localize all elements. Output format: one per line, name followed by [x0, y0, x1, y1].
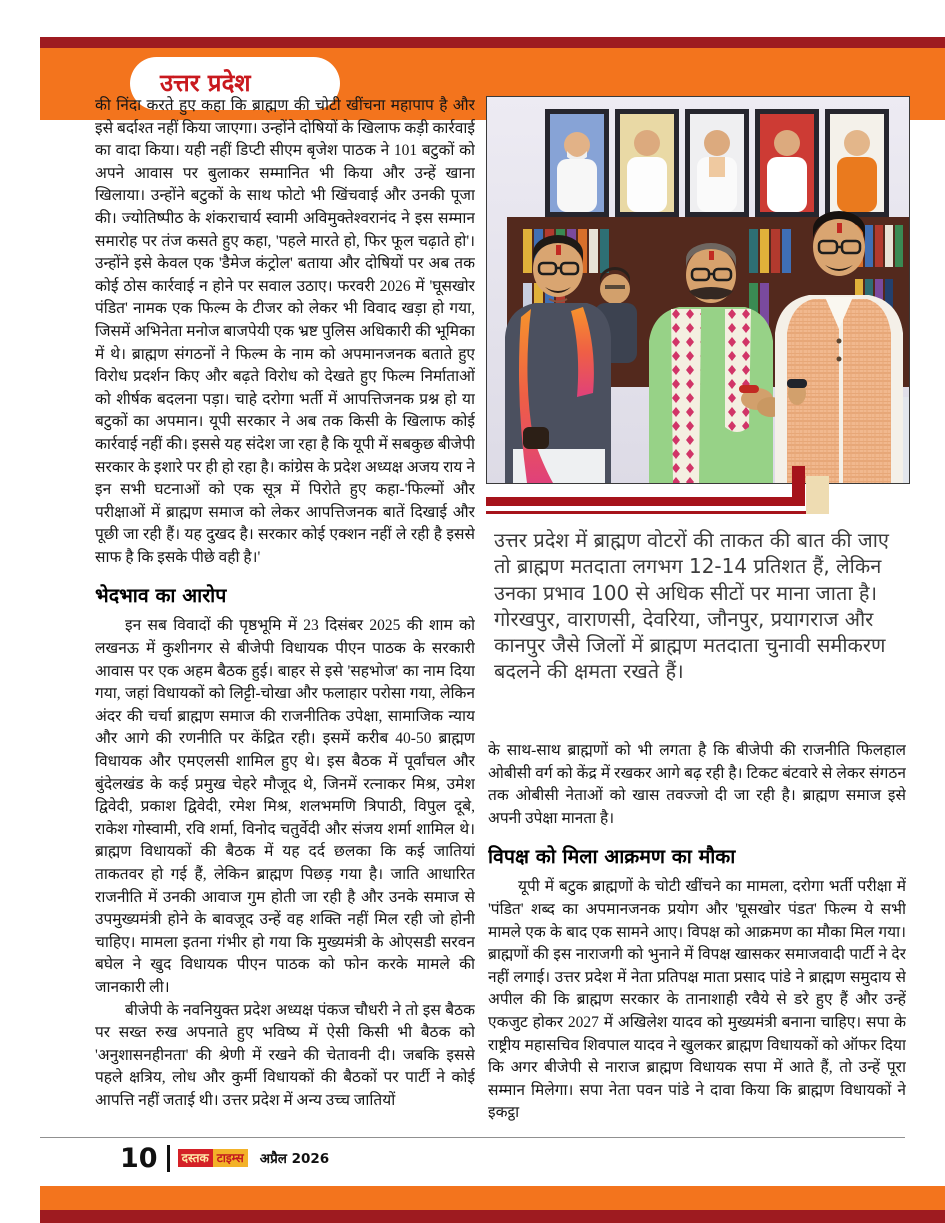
bottom-orange-band: [40, 1186, 945, 1210]
right-paragraph-2: यूपी में बटुक ब्राह्मणों के चोटी खींचने का मामला, दरोगा भर्ती परीक्षा में 'पंडित' शब्द का अपमानजनक प्रयोग और 'घूसखोर पंडत' फिल्म ये सभी मामले एक के बाद एक सामने आए। विपक्ष को आक्रमण का मौका मिल गया। ब्राह्मणों की इस नाराजगी को भुनाने में विपक्ष खासकर समाजवादी पार्टी ने देर नहीं लगाई। उत्तर प्रदेश में नेता प्रतिपक्ष माता प्रसाद पांडे ने ब्राह्मण समुदाय से अपील की कि ब्राह्मण सरकार के तानाशाही रवैये से डरे हुए हैं और उन्हें एकजुट होकर 2027 में अखिलेश यादव को मुख्यमंत्री बनाना चाहिए। सपा के राष्ट्रीय महासचिव शिवपाल यादव ने खुलकर ब्राह्मण विधायकों को ऑफर दिया कि अगर बीजेपी से नाराज ब्राह्मण विधायक सपा में आते हैं, तो उन्हें पूरा सम्मान मिलेगा। सपा नेता पवन पांडे ने दावा किया कि ब्राह्मण विधायकों ने इकट्ठा: [488, 878, 906, 1122]
photo-separator-step: [792, 466, 805, 506]
top-maroon-stripe: [40, 37, 945, 48]
subheading-vipaksh: विपक्ष को मिला आक्रमण का मौका: [488, 845, 736, 869]
left-paragraph-2: इन सब विवादों की पृष्ठभूमि में 23 दिसंबर 2025 की शाम को लखनऊ में कुशीनगर से बीजेपी विधायक पीएन पाठक के सरकारी आवास पर एक अहम बैठक हुई। बाहर से इसे 'सहभोज' का नाम दिया गया, जहां विधायकों को लिट्टी-चोखा और फलाहार परोसा गया, लेकिन अंदर की चर्चा ब्राह्मण समाज की राजनीतिक उपेक्षा, सामाजिक न्याय और आगे की रणनीति पर केंद्रित रही। इसमें करीब 40-50 ब्राह्मण विधायक और एमएलसी शामिल हुए थे। इस बैठक में पूर्वांचल और बुंदेलखंड के कई प्रमुख चेहरे मौजूद थे, जिनमें रत्नाकर मिश्र, उमेश द्विवेदी, प्रकाश द्विवेदी, रमेश मिश्र, शलभमणि त्रिपाठी, विपुल दूबे, राकेश गोस्वामी, रवि शर्मा, विनोद चतुर्वेदी और संजय शर्मा शामिल थे। ब्राह्मण विधायकों की बैठक में यह दर्द छलका कि कई जातियां ताकतवर हो गई हैं, लेकिन ब्राह्मण पिछड़ गया है। जाति आधारित राजनीति में उनकी आवाज गुम होती जा रही है और उनके समाज से उपमुख्यमंत्री होने के बावजूद उन्हें वह शक्ति नहीं मिल रही जो होनी चाहिए। मामला इतना गंभीर हो गया कि मुख्यमंत्री के ओएसडी सरवन बघेल ने खुद विधायक पीएन पाठक को फोन करके मामले की जानकारी ली।: [95, 617, 475, 996]
magazine-logo: [178, 1149, 248, 1167]
left-paragraph-1: की निंदा करते हुए कहा कि ब्राह्मण की चोटी खींचना महापाप है और इसे बर्दाश्त नहीं किया जाएगा। उन्होंने दोषियों के खिलाफ कड़ी कार्रवाई का वादा किया। यही नहीं डिप्टी सीएम बृजेश पाठक ने 101 बटुकों को अपने आवास पर बुलाकर सम्मानित भी किया और उन्हें खाना खिलाया। उन्होंने बटुकों के साथ फोटो भी खिंचवाई और उनकी पूजा की। ज्योतिष्पीठ के शंकराचार्य स्वामी अविमुक्तेश्वरानंद ने इस सम्मान समारोह पर तंज कसते हुए कहा, 'पहले मारते हो, फिर फूल चढ़ाते हो'। उन्होंने इसे केवल एक 'डैमेज कंट्रोल' बताया और दोषियों पर अब तक कोई ठोस कार्रवाई न होने पर सवाल उठाए। फरवरी 2026 में 'घूसखोर पंडित' नामक एक फिल्म के टीजर को लेकर भी विवाद खड़ा हो गया, जिसमें अभिनेता मनोज बाजपेयी एक भ्रष्ट पुलिस अधिकारी की भूमिका में थे। ब्राह्मण संगठनों ने फिल्म के नाम को अपमानजनक बताते हुए विरोध प्रदर्शन किए और बढ़ते विरोध को देखते हुए फिल्म निर्माताओं को शीर्षक बदलना पड़ा। चाहे दरोगा भर्ती में आपत्तिजनक प्रश्न हो या बटुकों का अपमान। यूपी सरकार ने अब तक किसी के खिलाफ कोई कार्रवाई नहीं की। इससे यह संदेश जा रहा है कि यूपी में सबकुछ बीजेपी सरकार के इशारे पर ही हो रहा है। कांग्रेस के प्रदेश अध्यक्ष अजय राय ने इन सभी घटनाओं को एक सूत्र में पिरोते हुए कहा-'फिल्मों और परीक्षाओं में ब्राह्मण समाज को लेकर आपत्तिजनक बातें दिखाई और पूछी जा रही हैं। यह दुखद है। सरकार कोई एक्शन नहीं ले रही है इससे साफ है कि इसके पीछे वही है।': [95, 97, 475, 566]
right-paragraph-1: के साथ-साथ ब्राह्मणों को भी लगता है कि बीजेपी की राजनीति फिलहाल ओबीसी वर्ग को केंद्र में रखकर आगे बढ़ रही है। टिकट बंटवारे से लेकर संगठन तक ओबीसी नेताओं को खास तवज्जो दी जा रही है। ब्राह्मण समाज इसे अपनी उपेक्षा मानता है।: [488, 742, 906, 827]
wall-portraits: [545, 109, 889, 217]
article-photo: [486, 96, 910, 484]
magazine-logo-part2: टाइम्स: [213, 1149, 248, 1167]
pull-quote: उत्तर प्रदेश में ब्राह्मण वोटरों की ताकत की बात की जाए तो ब्राह्मण मतदाता लगभग 12-14 प्रतिशत हैं, लेकिन उनका प्रभाव 100 से अधिक सीटों पर माना जाता है। गोरखपुर, वाराणसी, देवरिया, जौनपुर, प्रयागराज और कानपुर जैसे जिलों में ब्राह्मण मतदाता चुनावी समीकरण बदलने की क्षमता रखते हैं।: [494, 528, 889, 684]
issue-date: अप्रैल 2026: [259, 1151, 330, 1167]
section-label: उत्तर प्रदेश: [160, 69, 251, 97]
page-number: 10: [120, 1142, 158, 1174]
page-footer: [120, 1143, 329, 1173]
magazine-logo-part1: दस्तक: [178, 1149, 213, 1167]
subheading-bhedbhav: भेदभाव का आरोप: [95, 584, 227, 608]
left-paragraph-3: बीजेपी के नवनियुक्त प्रदेश अध्यक्ष पंकज चौधरी ने तो इस बैठक पर सख्त रुख अपनाते हुए भविष्य में ऐसी किसी भी बैठक को 'अनुशासनहीनता' की श्रेणी में रखने की चेतावनी दी। जबकि इससे पहले क्षत्रिय, लोध और कुर्मी विधायकों की बैठकों पर पार्टी ने कोई आपत्ति नहीं जताई थी। उत्तर प्रदेश में अन्य उच्च जातियों: [95, 1001, 475, 1109]
left-column: [95, 95, 475, 1137]
footer-divider: [167, 1145, 170, 1172]
photo-separator-line: [486, 511, 806, 514]
photo-separator-bar: [486, 497, 792, 506]
right-column: [488, 740, 906, 1138]
bottom-maroon-stripe: [40, 1210, 945, 1223]
footer-rule: [40, 1137, 905, 1138]
photo-separator-square: [806, 476, 829, 514]
